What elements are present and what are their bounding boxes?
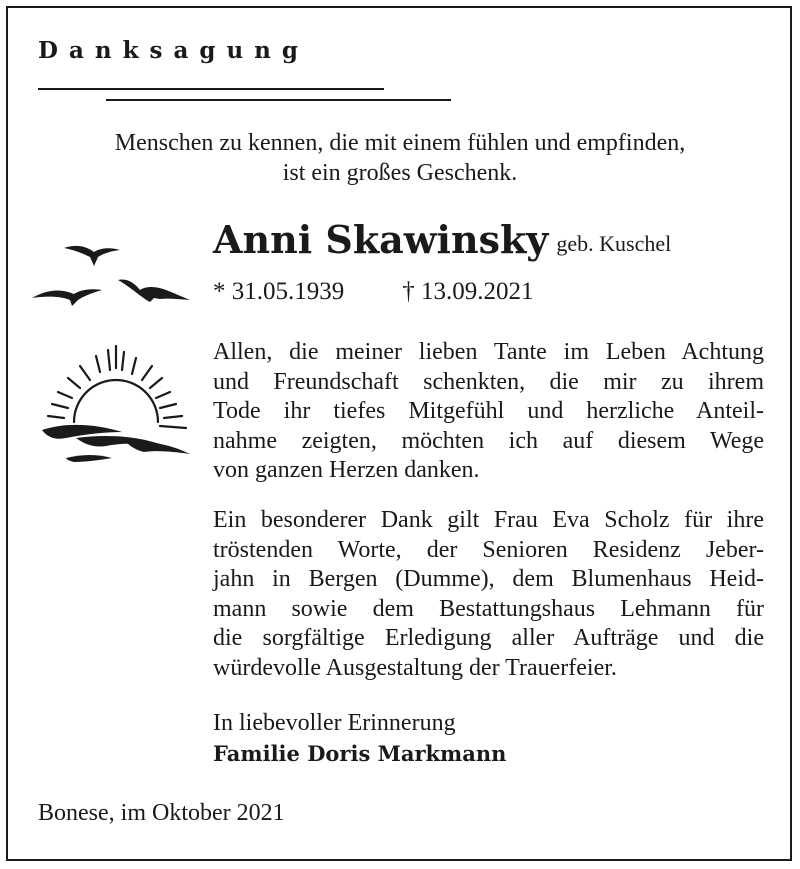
deceased-name-row — [213, 212, 671, 268]
paragraph-line: Allen, die meiner lieben Tante im Leben Achtung — [213, 339, 764, 365]
paragraph-line: von ganzen Herzen danken. — [213, 457, 480, 484]
family-signature: Familie Doris Markmann — [213, 741, 507, 766]
thanks-paragraph — [213, 338, 764, 486]
paragraph-line: Ein besonderer Dank gilt Frau Eva Scholz für ihre — [213, 507, 764, 533]
death-date: † 13.09.2021 — [402, 278, 534, 305]
sunset-over-hills-icon — [36, 342, 192, 468]
flying-birds-icon — [28, 238, 196, 310]
paragraph-line: und Freundschaft schenkten, die mir zu ihrem — [213, 368, 764, 395]
closing-line: In liebevoller Erinnerung — [213, 710, 456, 736]
paragraph-line: würdevolle Ausgestaltung der Trauerfeier. — [213, 654, 617, 681]
paragraph-line: nahme zeigten, möchten ich auf diesem Wege — [213, 427, 764, 454]
special-thanks-paragraph — [213, 506, 764, 684]
motto-line: Menschen zu kennen, die mit einem fühlen und empfinden, — [114, 130, 686, 156]
paragraph-line: jahn in Bergen (Dumme), dem Blumenhaus Heid- — [213, 566, 764, 593]
paragraph-line: Tode ihr tiefes Mitgefühl und herzliche Anteil- — [213, 398, 764, 425]
motto-line: ist ein großes Geschenk. — [282, 160, 518, 186]
birth-date: * 31.05.1939 — [213, 278, 345, 305]
heading-rule-upper — [38, 88, 384, 90]
paragraph-line: tröstenden Worte, der Senioren Residenz Jeber- — [213, 536, 764, 563]
life-dates — [213, 276, 534, 308]
motto — [20, 128, 780, 188]
notice-heading: Danksagung — [38, 37, 309, 64]
maiden-name: geb. Kuschel — [556, 231, 672, 256]
deceased-name: Anni Skawinsky — [213, 217, 549, 262]
paragraph-line: mann sowie dem Bestattungshaus Lehmann für — [213, 595, 764, 622]
place-and-date: Bonese, im Oktober 2021 — [38, 800, 285, 826]
heading-rule-lower — [106, 99, 451, 101]
paragraph-line: die sorgfältige Erledigung aller Aufträge und die — [213, 625, 764, 652]
